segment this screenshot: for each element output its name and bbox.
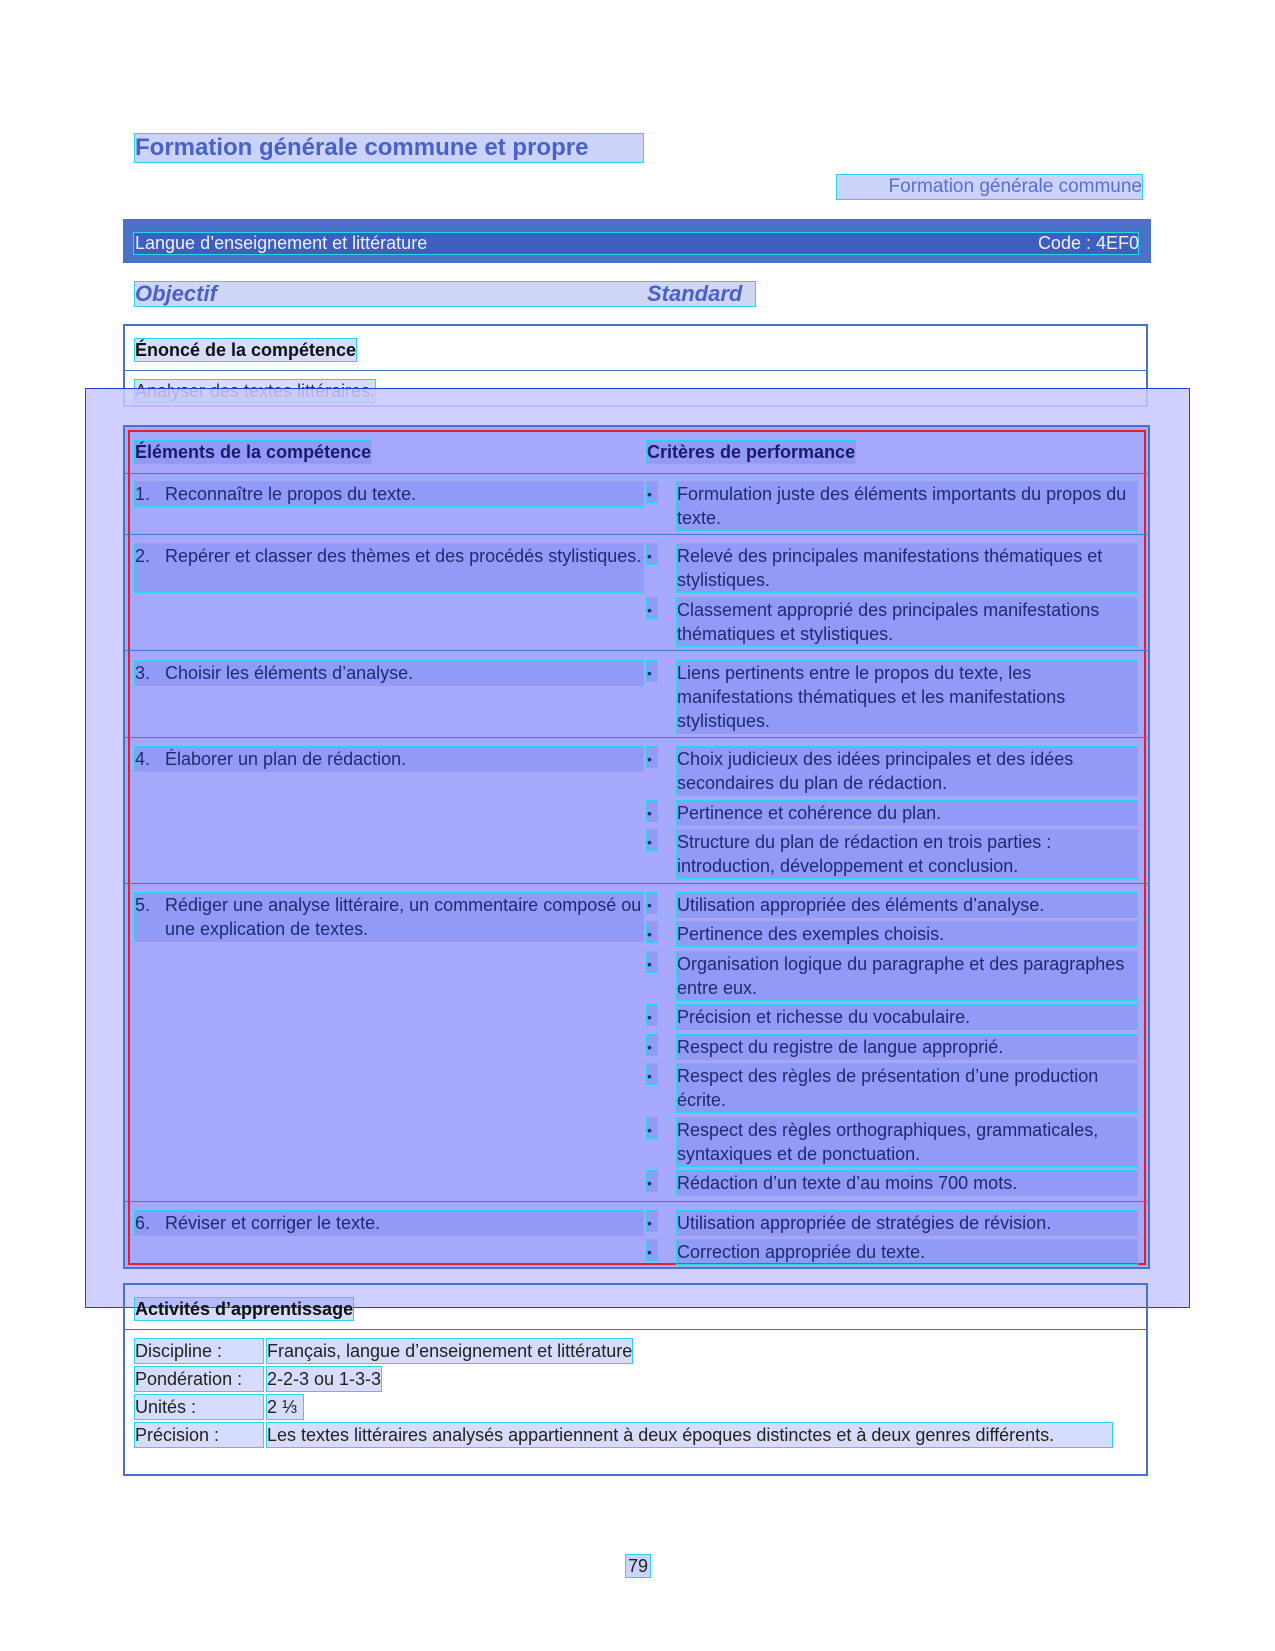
row-divider	[125, 737, 1148, 738]
criterion-item: • Correction appropriée du texte.	[647, 1240, 1137, 1264]
ponderation-value: 2-2-3 ou 1-3-3	[267, 1369, 382, 1389]
discipline-label: Discipline :	[135, 1339, 263, 1363]
bullet-icon: •	[647, 801, 657, 821]
precision-value: Les textes littéraires analysés appartiennent à deux époques distinctes et à deux genres différents.	[267, 1423, 1112, 1447]
criterion-item: • Pertinence des exemples choisis.	[647, 922, 1137, 946]
divider	[125, 370, 1146, 371]
course-name: Langue d’enseignement et littérature	[135, 233, 428, 253]
bullet-icon: •	[647, 661, 657, 681]
page-subtitle: Formation générale commune	[837, 175, 1142, 199]
standard-label: Standard	[647, 281, 743, 306]
course-code: Code : 4EF0	[1037, 233, 1139, 253]
bullet-icon: •	[647, 1211, 657, 1231]
criterion-item: • Formulation juste des éléments importants du propos du texte.	[647, 482, 1137, 530]
criterion-item: • Structure du plan de rédaction en trois parties : introduction, développement et conclusion.	[647, 830, 1137, 878]
element-item: 3. Choisir les éléments d’analyse.	[135, 661, 643, 685]
bullet-icon: •	[647, 1171, 657, 1191]
bullet-icon: •	[647, 1118, 657, 1138]
precision-label: Précision :	[135, 1423, 263, 1447]
page-number: 79	[627, 1556, 649, 1576]
bullet-icon: •	[647, 1035, 657, 1055]
criterion-item: • Rédaction d’un texte d’au moins 700 mots.	[647, 1171, 1137, 1195]
criterion-item: • Organisation logique du paragraphe et des paragraphes entre eux.	[647, 952, 1137, 1000]
criterion-item: • Liens pertinents entre le propos du texte, les manifestations thématiques et les manifestations stylistiques.	[647, 661, 1137, 733]
criteria-column-header: Critères de performance	[647, 442, 856, 462]
criterion-item: • Respect des règles de présentation d’une production écrite.	[647, 1064, 1137, 1112]
bullet-icon: •	[647, 544, 657, 564]
element-item: 2. Repérer et classer des thèmes et des procédés stylistiques.	[135, 544, 643, 592]
objective-standard-row	[135, 282, 755, 306]
elements-column-header: Éléments de la compétence	[135, 442, 372, 462]
bullet-icon: •	[647, 482, 657, 502]
divider	[125, 1329, 1146, 1330]
learning-activities-title: Activités d’apprentissage	[135, 1299, 354, 1319]
bullet-icon: •	[647, 598, 657, 618]
ponderation-label: Pondération :	[135, 1367, 263, 1391]
bullet-icon: •	[647, 952, 657, 972]
bullet-icon: •	[647, 1064, 657, 1084]
page-title: Formation générale commune et propre	[135, 134, 643, 162]
row-divider	[125, 650, 1148, 651]
bullet-icon: •	[647, 893, 657, 913]
row-divider	[125, 883, 1148, 884]
bullet-icon: •	[647, 830, 657, 850]
competence-statement-title: Énoncé de la compétence	[135, 340, 357, 360]
criterion-item: • Utilisation appropriée de stratégies de révision.	[647, 1211, 1137, 1235]
bullet-icon: •	[647, 747, 657, 767]
criterion-item: • Choix judicieux des idées principales et des idées secondaires du plan de rédaction.	[647, 747, 1137, 795]
element-item: 6. Réviser et corriger le texte.	[135, 1211, 643, 1235]
element-item: 1. Reconnaître le propos du texte.	[135, 482, 643, 506]
criterion-item: • Respect du registre de langue approprié.	[647, 1035, 1137, 1059]
unites-label: Unités :	[135, 1395, 263, 1419]
criterion-item: • Classement approprié des principales manifestations thématiques et stylistiques.	[647, 598, 1137, 646]
criterion-item: • Respect des règles orthographiques, grammaticales, syntaxiques et de ponctuation.	[647, 1118, 1137, 1166]
course-bar	[123, 219, 1151, 263]
row-divider	[125, 534, 1148, 535]
bullet-icon: •	[647, 1005, 657, 1025]
row-divider	[125, 1201, 1148, 1202]
criterion-item: • Précision et richesse du vocabulaire.	[647, 1005, 1137, 1029]
unites-value: 2 ⅓	[267, 1395, 303, 1419]
bullet-icon: •	[647, 922, 657, 942]
objective-label: Objectif	[135, 281, 217, 306]
criterion-item: • Relevé des principales manifestations thématiques et stylistiques.	[647, 544, 1137, 592]
learning-activities-box	[123, 1283, 1148, 1476]
row-divider	[125, 473, 1148, 474]
discipline-value: Français, langue d’enseignement et littérature	[267, 1341, 633, 1361]
criterion-item: • Pertinence et cohérence du plan.	[647, 801, 1137, 825]
element-item: 5. Rédiger une analyse littéraire, un commentaire composé ou une explication de textes.	[135, 895, 642, 939]
element-item: 4. Élaborer un plan de rédaction.	[135, 747, 643, 771]
bullet-icon: •	[647, 1240, 657, 1260]
criterion-item: • Utilisation appropriée des éléments d’analyse.	[647, 893, 1137, 917]
